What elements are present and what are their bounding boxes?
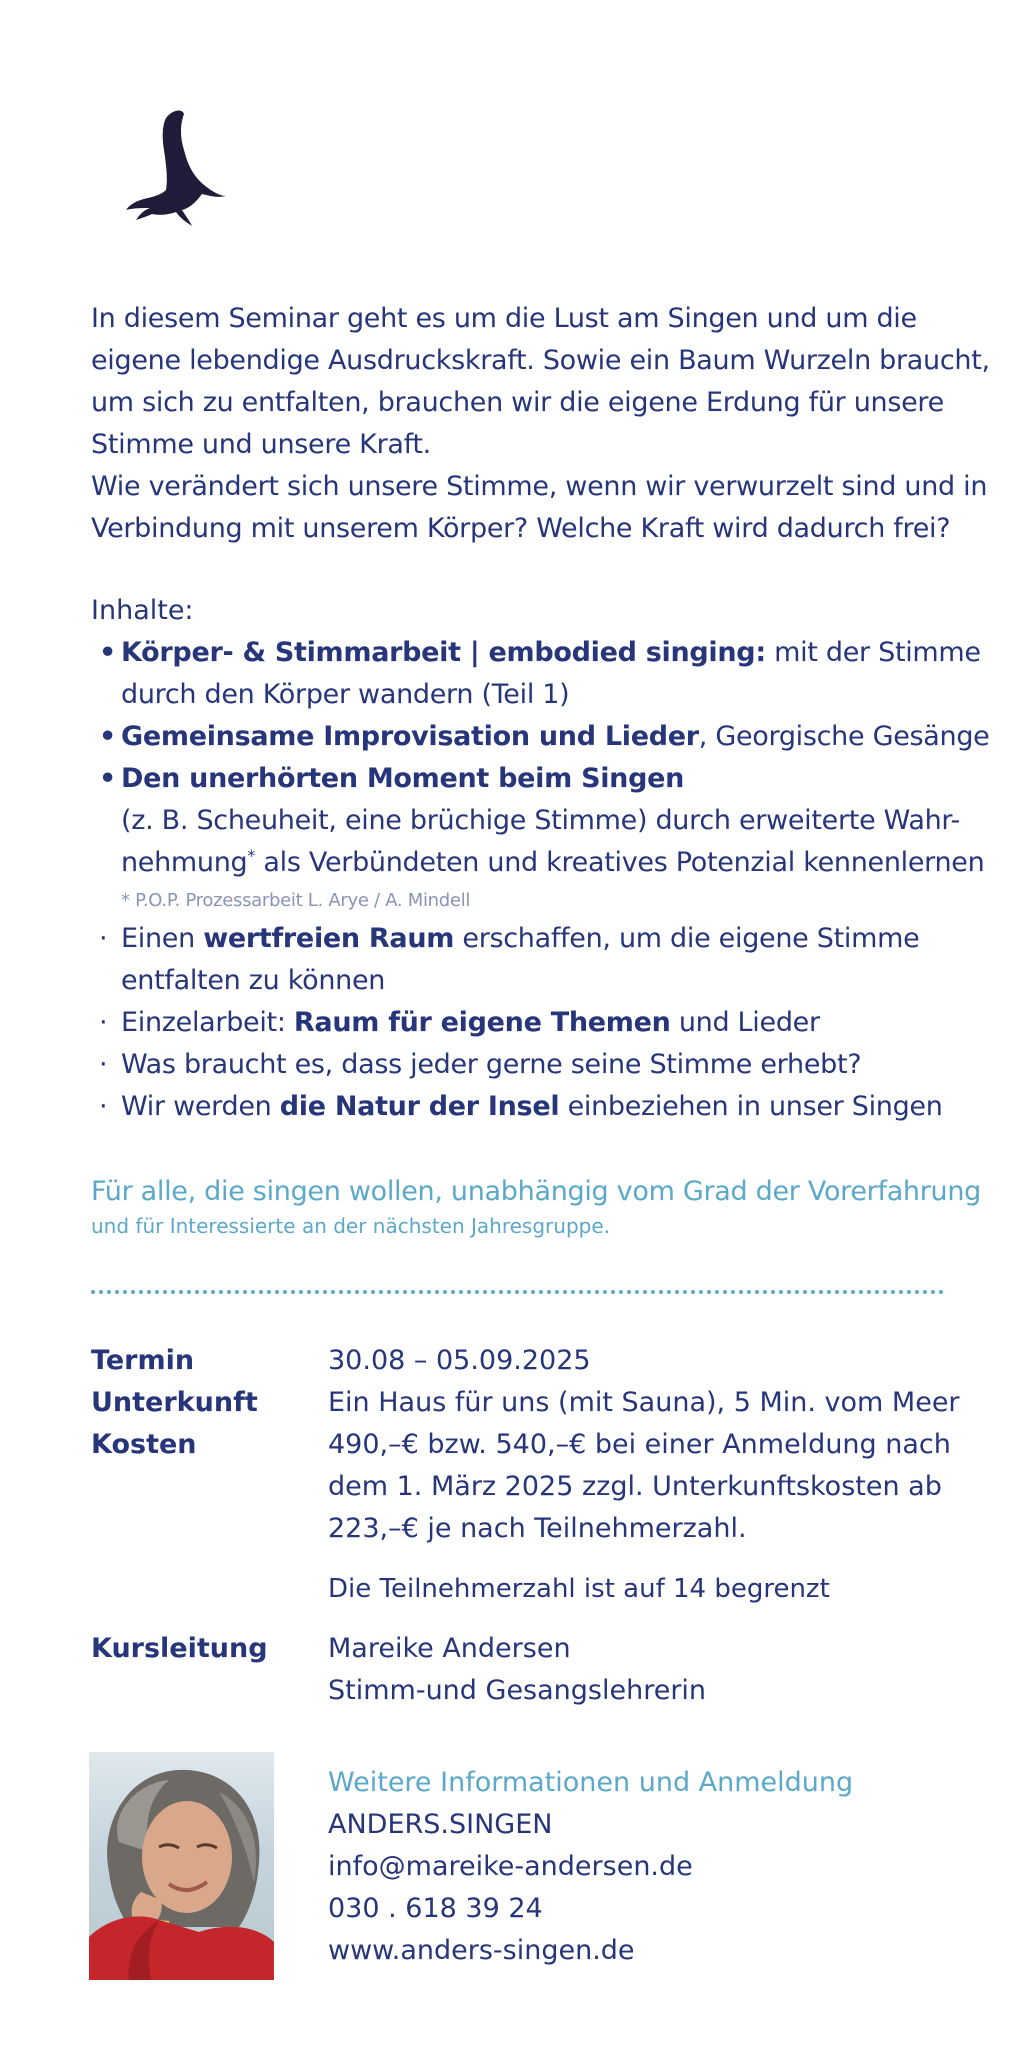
list-item-prefix: Einen (121, 923, 204, 954)
audience-note (91, 1172, 991, 1240)
audience-line-1: Für alle, die singen wollen, unabhängig vom Grad der Vorerfahrung (91, 1176, 982, 1207)
list-item-bold: Gemeinsame Improvisation und Lieder (121, 721, 699, 752)
intro-text (91, 298, 991, 550)
list-item-prefix: Wir werden (121, 1091, 280, 1122)
list-item (91, 918, 991, 1002)
note-spacer (91, 1568, 328, 1610)
list-item (91, 632, 991, 716)
list-item-text: , Georgische Gesänge (698, 721, 990, 752)
contact-org: ANDERS.SINGEN (328, 1809, 553, 1840)
unterkunft-value: Ein Haus für uns (mit Sauna), 5 Min. vom Meer (328, 1387, 960, 1418)
kursleitung-name: Mareike Andersen (328, 1633, 571, 1664)
contact-email-link[interactable]: info@mareike-andersen.de (328, 1851, 693, 1882)
portrait-illustration (89, 1752, 274, 1980)
contact-phone: 030 . 618 39 24 (328, 1893, 543, 1924)
kursleitung-label: Kursleitung (91, 1633, 268, 1664)
list-item (91, 758, 991, 918)
contact-block (328, 1762, 988, 1972)
intro-paragraph-2: Wie verändert sich unsere Stimme, wenn wir verwurzelt sind und in Verbindung mit unserem Körper? Welche Kraft wird dadurch frei? (91, 471, 988, 544)
bird-icon (122, 104, 226, 226)
list-item-text: einbeziehen in unser Singen (559, 1091, 943, 1122)
list-item (91, 1002, 991, 1044)
inhalte-label: Inhalte: (91, 595, 194, 626)
details-table (91, 1340, 991, 1712)
list-item-text: mit der Stimme durch den Körper wandern (Teil 1) (121, 637, 981, 710)
inhalte-list (91, 632, 991, 1128)
termin-label: Termin (91, 1345, 195, 1376)
bullet-icon: · (99, 923, 108, 954)
list-item (91, 716, 991, 758)
row-termin (91, 1340, 991, 1382)
row-note (91, 1568, 991, 1610)
row-kosten (91, 1424, 991, 1550)
kursleitung-role: Stimm-und Gesangslehrerin (328, 1675, 707, 1706)
bullet-icon: • (99, 763, 116, 794)
contact-heading: Weitere Informationen und Anmeldung (328, 1767, 854, 1798)
list-item-bold: Raum für eigene Themen (293, 1007, 671, 1038)
participants-note: Die Teilnehmerzahl ist auf 14 begrenzt (328, 1574, 830, 1604)
contact-website-link[interactable]: www.anders-singen.de (328, 1935, 635, 1966)
list-item-text: und Lieder (670, 1007, 820, 1038)
bullet-icon: • (99, 721, 116, 752)
termin-value: 30.08 – 05.09.2025 (328, 1345, 591, 1376)
list-item-bold: wertfreien Raum (203, 923, 455, 954)
bullet-icon: · (99, 1007, 108, 1038)
bullet-icon: • (99, 637, 116, 668)
footnote: * P.O.P. Prozessarbeit L. Arye / A. Mindell (121, 890, 471, 911)
row-unterkunft (91, 1382, 991, 1424)
unterkunft-label: Unterkunft (91, 1387, 258, 1418)
bullet-icon: · (99, 1049, 108, 1080)
list-item-bold: die Natur der Insel (279, 1091, 560, 1122)
kursleitung-value (328, 1628, 991, 1712)
kosten-value: 490,–€ bzw. 540,–€ bei einer Anmeldung nach dem 1. März 2025 zzgl. Unterkunftskosten ab 223,–€ je nach Teilnehmerzahl. (328, 1429, 951, 1544)
intro-paragraph-1: In diesem Seminar geht es um die Lust am Singen und um die eigene lebendige Ausdruckskraft. Sowie ein Baum Wurzeln braucht, um sich zu entfalten, brauchen wir die eigene Erdung für unsere Stimme und unsere Kraft. (91, 303, 990, 460)
list-item (91, 1044, 991, 1086)
list-item-prefix: Einzelarbeit: (121, 1007, 294, 1038)
list-item-bold: Körper- & Stimmarbeit | embodied singing: (121, 637, 766, 668)
list-item-text: erschaffen, um die eigene Stimme entfalten zu können (121, 923, 920, 996)
dotted-divider (91, 1290, 944, 1294)
footnote-marker: * (247, 846, 256, 865)
list-item-bold: Den unerhörten Moment beim Singen (121, 763, 685, 794)
portrait-photo (89, 1752, 274, 1980)
kosten-label: Kosten (91, 1429, 197, 1460)
list-item-text: (z. B. Scheuheit, eine brüchige Stimme) durch erweiterte Wahr-nehmung (121, 805, 960, 878)
audience-line-2: und für Interessierte an der nächsten Jahresgruppe. (91, 1214, 610, 1238)
list-item-text: Was braucht es, dass jeder gerne seine Stimme erhebt? (121, 1049, 862, 1080)
list-item (91, 1086, 991, 1128)
row-kursleitung (91, 1628, 991, 1712)
list-item-text-continued: als Verbündeten und kreatives Potenzial kennenlernen (255, 847, 985, 878)
bullet-icon: · (99, 1091, 108, 1122)
